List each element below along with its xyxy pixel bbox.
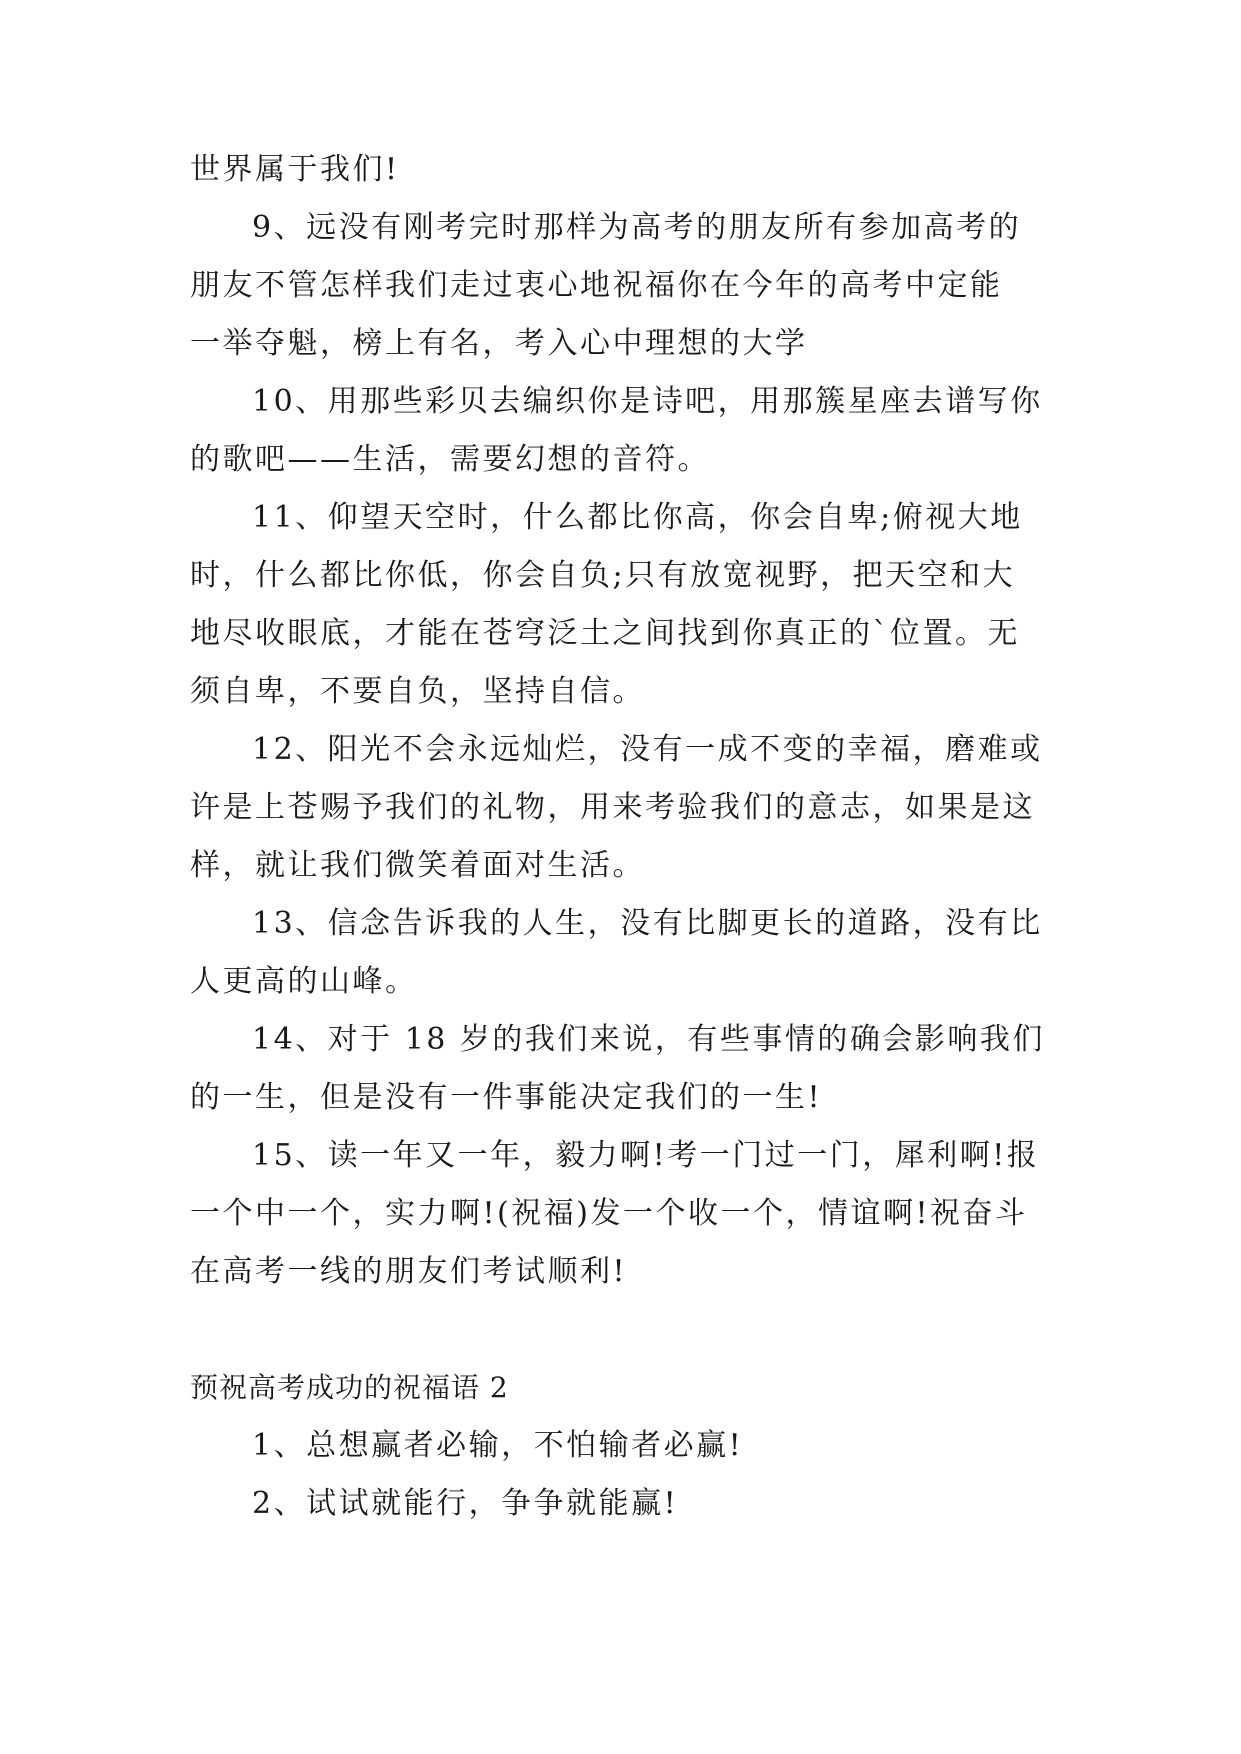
list-item: 1、总想赢者必输，不怕输者必赢! [252,1428,744,1463]
text-line: 在高考一线的朋友们考试顺利! [190,1254,628,1289]
section-heading: 预祝高考成功的祝福语 2 [190,1371,509,1404]
text-line: 世界属于我们! [190,152,400,187]
text-line: 10、用那些彩贝去编织你是诗吧，用那簇星座去谱写你 [252,384,1043,419]
text-line: 9、远没有刚考完时那样为高考的朋友所有参加高考的 [252,210,1022,245]
text-line: 须自卑，不要自负，坚持自信。 [190,674,645,709]
text-line: 的一生，但是没有一件事能决定我们的一生! [190,1080,823,1115]
text-line: 人更高的山峰。 [190,964,418,999]
text-line: 14、对于 18 岁的我们来说，有些事情的确会影响我们 [252,1022,1045,1057]
text-line: 时，什么都比你低，你会自负;只有放宽视野，把天空和大 [190,558,1016,593]
text-line: 11、仰望天空时，什么都比你高，你会自卑;俯视大地 [252,500,1023,535]
text-line: 12、阳光不会永远灿烂，没有一成不变的幸福，磨难或 [252,732,1043,767]
text-line: 地尽收眼底，才能在苍穹泛土之间找到你真正的`位置。无 [190,616,1020,651]
text-line: 一举夺魁，榜上有名，考入心中理想的大学 [190,326,808,361]
text-line: 15、读一年又一年，毅力啊!考一门过一门，犀利啊!报 [252,1138,1040,1173]
text-line: 朋友不管怎样我们走过衷心地祝福你在今年的高考中定能 [190,268,1003,303]
list-item: 2、试试就能行，争争就能赢! [252,1486,679,1521]
text-line: 的歌吧——生活，需要幻想的音符。 [190,442,710,477]
text-line: 一个中一个，实力啊!(祝福)发一个收一个，情谊啊!祝奋斗 [190,1196,1028,1231]
text-line: 许是上苍赐予我们的礼物，用来考验我们的意志，如果是这 [190,790,1035,825]
text-line: 13、信念告诉我的人生，没有比脚更长的道路，没有比 [252,906,1043,941]
text-line: 样，就让我们微笑着面对生活。 [190,848,645,883]
